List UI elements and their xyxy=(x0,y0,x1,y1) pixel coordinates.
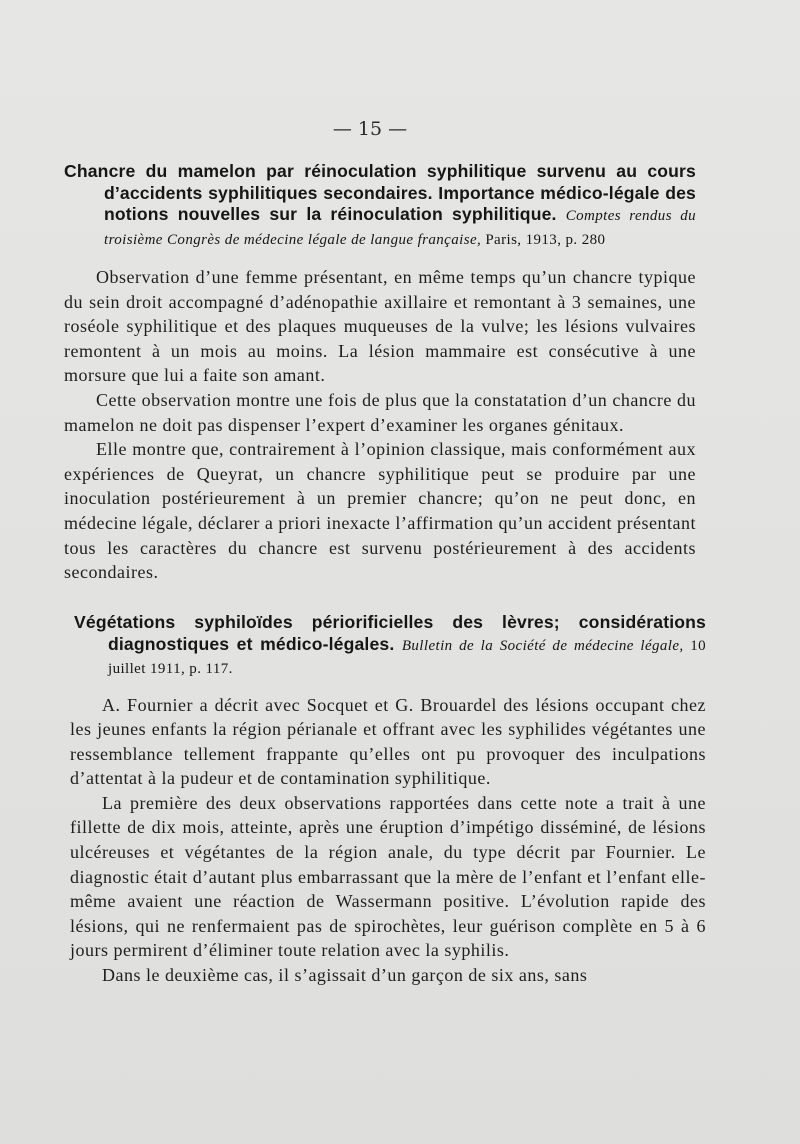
bibliography-entry xyxy=(70,612,706,988)
reference-details: Paris, 1913, p. 280 xyxy=(485,231,606,248)
summary-paragraph: Cette observation montre une fois de plus que la constatation d’un chancre du mamelon ne doit pas dispenser l’expert d’examiner les organes génitaux. xyxy=(64,389,696,435)
summary-paragraph: Elle montre que, contrairement à l’opinion classique, mais conformément aux expériences de Queyrat, un chancre syphilitique peut se produire par une inoculation postérieurement à un premier chancre; qu’on ne peut donc, en médecine légale, déclarer a priori inexacte l’affirmation qu’un accident présentant tous les caractères du chancre est survenu postérieurement à des accidents secondaires. xyxy=(64,439,696,583)
entry-heading xyxy=(64,161,696,251)
page-number: — 15 — xyxy=(332,118,408,140)
summary-paragraph: Dans le deuxième cas, il s’agissait d’un garçon de six ans, sans xyxy=(102,965,588,986)
entry-summary xyxy=(64,265,696,585)
entry-title: Végétations syphiloïdes périorificielles des lèvres; considérations diagnostiques et médico-légales. xyxy=(74,612,706,654)
reference-source: Bulletin de la Société de médecine légale, xyxy=(401,637,684,654)
reference-source: Comptes rendus du troisième Congrès de médecine légale de langue française, xyxy=(104,208,696,248)
summary-paragraph: La première des deux observations rapportées dans cette note a trait à une fillette de dix mois, atteinte, après une éruption d’impétigo disséminé, de lésions ulcéreuses et végétantes de la région anale, du type décrit par Fournier. Le diagnostic était d’autant plus embarrassant que la mère de l’enfant et l’enfant elle-même avaient une réaction de Wassermann positive. L’évolution rapide des lésions, qui ne renfermaient pas de spirochètes, leur guérison complète en 5 à 6 jours permirent d’éliminer toute relation avec la syphilis. xyxy=(70,792,706,961)
entry-title: Chancre du mamelon par réinoculation syphilitique survenu au cours d’accidents syphilitiques secondaires. Importance médico-légale des notions nouvelles sur la réinoculation syphilitique. xyxy=(64,161,696,224)
summary-paragraph: A. Fournier a décrit avec Socquet et G. Brouardel des lésions occupant chez les jeunes enfants la région périanale et offrant avec les syphilides végétantes une ressemblance tellement frappante qu’elles ont pu provoquer des inculpations d’attentat à la pudeur et de contamination syphilitique. xyxy=(70,694,706,789)
entry-heading xyxy=(74,612,706,681)
reference-details: 10 juillet 1911, p. 117. xyxy=(108,637,706,677)
summary-paragraph: Observation d’une femme présentant, en même temps qu’un chancre typique du sein droit accompagné d’adénopathie axillaire et remontant à 3 semaines, une roséole syphilitique et des plaques muqueuses de la vulve; les lésions vulvaires remontent à un mois au moins. La lésion mammaire est consécutive à une morsure que lui a faite son amant. xyxy=(64,267,696,386)
bibliography-entry xyxy=(64,161,696,585)
entry-summary xyxy=(70,693,706,988)
